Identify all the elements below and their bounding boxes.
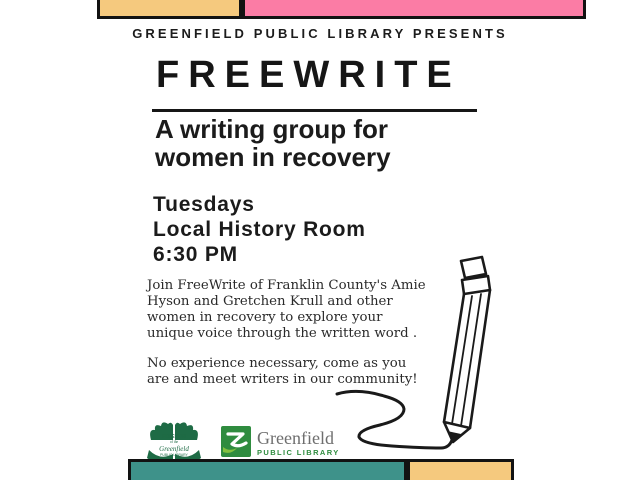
library-logo-subtitle: PUBLIC LIBRARY <box>257 448 340 457</box>
friends-logo-line-4: PUBLIC LIBRARY <box>160 453 188 457</box>
subtitle-line-2: women in recovery <box>155 142 391 172</box>
friends-logo-line-2: of the <box>169 440 179 444</box>
library-logo-text <box>257 426 340 457</box>
library-logo-name: Greenfield <box>257 428 334 448</box>
friends-logo-line-3: Greenfield <box>159 445 189 453</box>
bottom-bar-tan-block <box>407 459 514 480</box>
pencil-ferrule <box>462 276 490 294</box>
event-title: FREEWRITE <box>156 54 461 96</box>
schedule-time: 6:30 PM <box>153 243 238 266</box>
subtitle-line-1: A writing group for <box>155 114 388 144</box>
top-bar-tan-block <box>97 0 242 19</box>
top-bar-pink-block <box>242 0 586 19</box>
bottom-bar-teal-block <box>128 459 407 480</box>
pencil-eraser <box>461 257 486 278</box>
body-paragraph-1: Join FreeWrite of Franklin County's Amie Hyson and Gretchen Krull and other women in recovery to explore your unique voice through the written word . <box>147 278 426 341</box>
schedule-day: Tuesdays <box>153 193 255 216</box>
pencil-body-edges <box>444 290 490 428</box>
title-underline <box>152 109 477 112</box>
pencil-facet-lines <box>452 294 481 426</box>
event-subtitle <box>155 115 391 171</box>
library-logo <box>221 426 340 457</box>
library-logo-mark-icon <box>221 426 251 457</box>
friends-logo-line-1: FRIENDS <box>161 434 187 440</box>
presents-heading: GREENFIELD PUBLIC LIBRARY PRESENTS <box>132 26 508 41</box>
squiggle-line <box>337 391 452 448</box>
pencil-illustration-icon <box>330 250 500 460</box>
schedule-location: Local History Room <box>153 218 366 241</box>
body-paragraph-2: No experience necessary, come as you are and meet writers in our community! <box>147 356 418 387</box>
